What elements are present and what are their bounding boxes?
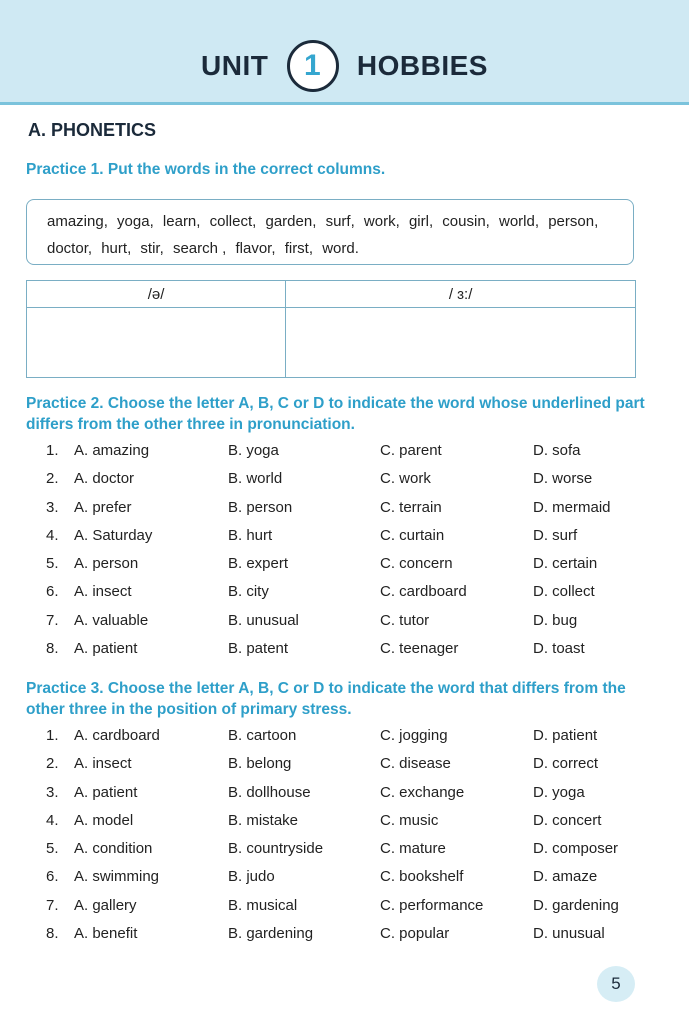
option-b[interactable]: B. world <box>228 470 283 488</box>
question-number: 8. <box>46 925 59 943</box>
option-a[interactable]: A. patient <box>74 640 138 658</box>
option-a[interactable]: A. Saturday <box>74 526 153 544</box>
question-row <box>26 499 656 527</box>
option-d[interactable]: D. sofa <box>533 442 581 459</box>
word-item: cousin , <box>442 208 490 235</box>
option-b[interactable]: B. city <box>228 583 269 601</box>
unit-number-badge: 1 <box>287 40 339 92</box>
question-number: 4. <box>46 811 59 829</box>
option-a[interactable]: A. model <box>74 811 134 829</box>
question-row <box>26 868 656 896</box>
question-number: 4. <box>46 526 59 544</box>
word-item: hurt , <box>101 235 131 262</box>
word-item: amazing , <box>47 208 108 235</box>
option-c[interactable]: C. curtain <box>380 526 445 544</box>
practice2-title: Practice 2. Choose the letter A, B, C or D to indicate the word whose underlined part differs from the other three in pronunciation. <box>26 395 645 433</box>
option-d[interactable]: D. composer <box>533 840 619 858</box>
question-number: 5. <box>46 555 59 573</box>
option-d[interactable]: D. yoga <box>533 783 585 801</box>
option-b[interactable]: B. person <box>228 498 293 516</box>
word-item: surf , <box>326 208 355 235</box>
option-c[interactable]: C. mature <box>380 840 446 858</box>
option-a[interactable]: A. condition <box>74 840 153 858</box>
option-a[interactable]: A. insect <box>74 583 132 601</box>
option-c[interactable]: C. parent <box>380 442 442 459</box>
answer-cell-schwa[interactable] <box>27 308 286 378</box>
option-a[interactable]: A. swimming <box>74 868 160 886</box>
option-d[interactable]: D. amaze <box>533 868 598 886</box>
option-b[interactable]: B. dollhouse <box>228 783 311 801</box>
column-er: / ɜ:/ <box>286 281 636 308</box>
question-row <box>26 583 656 611</box>
option-a[interactable]: A. valuable <box>74 611 149 629</box>
section-title: A. PHONETICS <box>28 120 157 140</box>
option-c[interactable]: C. music <box>380 811 439 829</box>
option-d[interactable]: D. mermaid <box>533 498 611 516</box>
question-row <box>26 470 656 498</box>
practice3-title: Practice 3. Choose the letter A, B, C or D to indicate the word that differs from the other three in the position of primary stress. <box>26 680 626 718</box>
question-row <box>26 897 656 925</box>
option-d[interactable]: D. worse <box>533 470 593 488</box>
question-row <box>26 640 656 668</box>
option-a[interactable]: A. doctor <box>74 470 135 488</box>
word-item: first , <box>285 235 313 262</box>
word-item: person , <box>548 208 598 235</box>
option-a[interactable]: A. insect <box>74 755 132 773</box>
option-c[interactable]: C. popular <box>380 925 450 943</box>
option-c[interactable]: C. terrain <box>380 498 442 516</box>
option-a[interactable]: A. amazing <box>74 442 150 459</box>
option-b[interactable]: B. cartoon <box>228 727 297 744</box>
question-row <box>26 784 656 812</box>
option-d[interactable]: D. unusual <box>533 925 605 943</box>
option-b[interactable]: B. mistake <box>228 811 299 829</box>
question-row <box>26 755 656 783</box>
word-item: learn , <box>163 208 201 235</box>
option-d[interactable]: D. patient <box>533 727 598 744</box>
question-row <box>26 442 656 470</box>
option-b[interactable]: B. gardening <box>228 925 314 943</box>
word-item: search , <box>173 235 226 262</box>
option-b[interactable]: B. countryside <box>228 840 324 858</box>
option-d[interactable]: D. gardening <box>533 896 619 914</box>
option-d[interactable]: D. bug <box>533 611 578 629</box>
option-d[interactable]: D. collect <box>533 583 595 601</box>
option-b[interactable]: B. unusual <box>228 611 299 629</box>
answer-cell-er[interactable] <box>286 308 636 378</box>
option-c[interactable]: C. concern <box>380 555 453 573</box>
question-number: 2. <box>46 755 59 773</box>
practice1-title: Practice 1. Put the words in the correct columns. <box>26 161 386 178</box>
question-row <box>26 727 656 755</box>
column-schwa: /ə/ <box>27 281 286 308</box>
option-c[interactable]: C. cardboard <box>380 583 467 601</box>
question-number: 1. <box>46 442 59 459</box>
word-item: stir , <box>140 235 163 262</box>
question-number: 7. <box>46 896 59 914</box>
question-number: 6. <box>46 583 59 601</box>
word-item: garden , <box>266 208 317 235</box>
option-c[interactable]: C. disease <box>380 755 451 773</box>
unit-name: HOBBIES <box>356 50 488 81</box>
option-b[interactable]: B. musical <box>228 896 298 914</box>
option-a[interactable]: A. cardboard <box>74 727 160 744</box>
question-number: 3. <box>46 498 59 516</box>
question-row <box>26 527 656 555</box>
word-item: world , <box>499 208 539 235</box>
question-row <box>26 840 656 868</box>
word-item: girl , <box>409 208 433 235</box>
option-a[interactable]: A. prefer <box>74 498 132 516</box>
practice3-questions <box>26 727 656 953</box>
question-row <box>26 555 656 583</box>
option-a[interactable]: A. person <box>74 555 139 573</box>
option-b[interactable]: B. expert <box>228 555 289 573</box>
option-d[interactable]: D. correct <box>533 755 599 773</box>
unit-label: UNIT <box>201 50 269 81</box>
option-a[interactable]: A. gallery <box>74 896 137 914</box>
option-d[interactable]: D. certain <box>533 555 598 573</box>
option-a[interactable]: A. patient <box>74 783 138 801</box>
option-c[interactable]: C. work <box>380 470 431 488</box>
option-a[interactable]: A. benefit <box>74 925 138 943</box>
option-d[interactable]: D. toast <box>533 640 585 658</box>
phonetic-table <box>26 280 636 378</box>
option-d[interactable]: D. concert <box>533 811 602 829</box>
question-number: 8. <box>46 640 59 658</box>
practice2-questions <box>26 442 656 668</box>
word-item: yoga , <box>117 208 154 235</box>
page-number: 5 <box>597 966 635 1002</box>
option-b[interactable]: B. judo <box>228 868 275 886</box>
question-number: 7. <box>46 611 59 629</box>
question-number: 2. <box>46 470 59 488</box>
option-c[interactable]: C. performance <box>380 896 484 914</box>
word-item: work , <box>364 208 400 235</box>
option-b[interactable]: B. hurt <box>228 526 273 544</box>
word-box <box>26 199 634 265</box>
unit-title <box>0 40 689 92</box>
option-b[interactable]: B. belong <box>228 755 292 773</box>
question-number: 6. <box>46 868 59 886</box>
question-row <box>26 812 656 840</box>
option-c[interactable]: C. exchange <box>380 783 465 801</box>
question-row <box>26 612 656 640</box>
word-item: doctor , <box>47 235 92 262</box>
question-number: 1. <box>46 727 59 744</box>
option-c[interactable]: C. tutor <box>380 611 430 629</box>
question-row <box>26 925 656 953</box>
option-c[interactable]: C. teenager <box>380 640 459 658</box>
option-d[interactable]: D. surf <box>533 526 578 544</box>
option-b[interactable]: B. patent <box>228 640 289 658</box>
word-item: word . <box>322 235 359 262</box>
option-c[interactable]: C. bookshelf <box>380 868 464 886</box>
option-b[interactable]: B. yoga <box>228 442 279 459</box>
question-number: 3. <box>46 783 59 801</box>
word-item: collect , <box>210 208 257 235</box>
word-item: flavor , <box>235 235 275 262</box>
question-number: 5. <box>46 840 59 858</box>
option-c[interactable]: C. jogging <box>380 727 448 744</box>
unit-header <box>0 0 689 105</box>
